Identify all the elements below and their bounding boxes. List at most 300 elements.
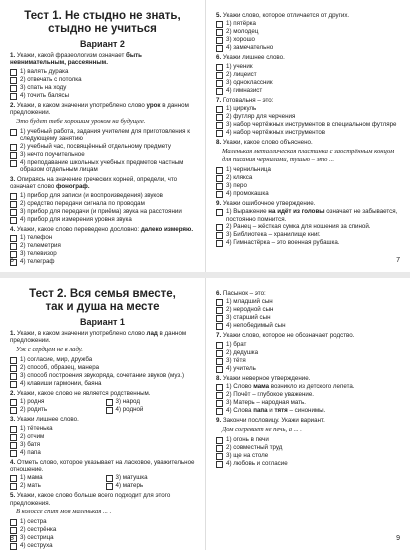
question-text: Закончи пословицу. Укажи вариант. <box>222 417 325 425</box>
option-label: 1) огонь в печи <box>226 435 269 443</box>
checkbox[interactable] <box>216 366 223 373</box>
answer-option[interactable] <box>216 322 400 330</box>
question-number: 2. <box>10 389 16 397</box>
option-label: 2) телеметрия <box>20 242 61 250</box>
question-3 <box>10 416 195 423</box>
checkbox[interactable] <box>216 437 223 444</box>
question-7 <box>216 332 400 339</box>
option-label: 1) брат <box>226 340 247 348</box>
checkbox[interactable] <box>10 209 17 216</box>
answer-option[interactable] <box>10 216 195 224</box>
option-label-start: 4) Слова <box>226 407 254 415</box>
answer-option[interactable] <box>10 406 100 414</box>
page-number: 8 <box>10 535 14 542</box>
option-label: 2) неродной сын <box>226 306 274 314</box>
checkbox[interactable] <box>216 445 223 452</box>
option-label: 4) непобедимый сын <box>226 322 286 330</box>
option-label: 1) младший сын <box>226 298 273 306</box>
answer-option[interactable] <box>10 250 195 258</box>
checkbox[interactable] <box>216 392 223 399</box>
answer-option[interactable] <box>10 482 100 490</box>
example-sentence: Уж с сердцем не в ладу. <box>16 345 83 353</box>
checkbox[interactable] <box>216 384 223 391</box>
checkbox[interactable] <box>10 235 17 242</box>
variant-label: Вариант 2 <box>80 39 125 49</box>
answer-options <box>10 68 195 100</box>
checkbox[interactable] <box>10 399 17 406</box>
answer-options <box>216 298 400 330</box>
option-label: 4) телеграф <box>20 258 55 266</box>
option-label: 1) телефон <box>20 234 53 242</box>
checkbox[interactable] <box>216 315 223 322</box>
answer-option[interactable] <box>10 474 100 482</box>
answer-option[interactable] <box>216 399 400 407</box>
option-label: 4) родной <box>115 406 144 414</box>
checkbox[interactable] <box>10 381 17 388</box>
checkbox[interactable] <box>10 144 17 151</box>
checkbox[interactable] <box>216 358 223 365</box>
answer-option[interactable] <box>10 380 195 388</box>
checkbox[interactable] <box>216 114 223 121</box>
checkbox[interactable] <box>216 400 223 407</box>
answer-option[interactable] <box>216 190 400 198</box>
checkbox[interactable] <box>10 152 17 159</box>
option-label: 3) телевизор <box>20 250 57 258</box>
checkbox[interactable] <box>10 77 17 84</box>
answer-option[interactable] <box>216 71 400 79</box>
checkbox[interactable] <box>216 191 223 198</box>
answer-option[interactable] <box>216 166 400 174</box>
option-label: 1) пятёрка <box>226 20 256 28</box>
question-6 <box>216 290 400 297</box>
question-bold: лад <box>146 330 158 337</box>
answer-option[interactable] <box>216 182 400 190</box>
answer-options <box>10 128 195 174</box>
checkbox[interactable] <box>216 175 223 182</box>
answer-options <box>216 105 400 137</box>
checkbox[interactable] <box>216 80 223 87</box>
checkbox[interactable] <box>216 183 223 190</box>
option-label: 1) ученик <box>226 62 253 70</box>
answer-options <box>10 356 195 388</box>
answer-option[interactable] <box>216 407 400 415</box>
question-2 <box>10 390 195 397</box>
question-text: Укажи ошибочное утверждение. <box>222 199 316 207</box>
answer-option[interactable] <box>10 449 195 457</box>
option-label: 2) дедушка <box>226 348 259 356</box>
answer-option[interactable] <box>216 341 400 349</box>
answer-option[interactable] <box>10 143 195 151</box>
checkbox[interactable] <box>216 45 223 52</box>
answer-option[interactable] <box>216 113 400 121</box>
checkbox[interactable] <box>10 129 17 136</box>
question-5 <box>216 12 400 19</box>
answer-option[interactable] <box>216 239 400 247</box>
answer-option[interactable] <box>10 151 195 159</box>
page-9 <box>205 278 410 550</box>
page-6 <box>0 0 205 272</box>
option-label: 1) валять дурака <box>20 67 69 75</box>
option-label: 4) преподавание школьных учебных предметов частным образом отдельным лицам <box>20 158 184 174</box>
checkbox[interactable] <box>106 399 113 406</box>
question-text: Укажи, какое слово больше всего подходит для этого предложения. <box>10 492 171 507</box>
answer-option[interactable] <box>216 44 400 52</box>
answer-option[interactable] <box>106 482 196 490</box>
answer-option[interactable] <box>10 242 195 250</box>
question-number: 3. <box>10 176 16 183</box>
answer-option[interactable] <box>106 398 196 406</box>
option-label: 4) клавиши гармонии, баяна <box>20 379 102 387</box>
checkbox[interactable] <box>10 373 17 380</box>
checkbox[interactable] <box>216 130 223 137</box>
checkbox[interactable] <box>10 475 17 482</box>
answer-option[interactable] <box>216 208 400 223</box>
question-number: 9. <box>216 199 222 207</box>
question-number: 2. <box>10 101 16 109</box>
answer-options <box>216 166 400 198</box>
answer-option[interactable] <box>10 128 195 143</box>
option-label: 3) спать на ходу <box>20 83 67 91</box>
question-text: Укажи лишнее слово. <box>16 416 79 424</box>
answer-options <box>10 474 195 490</box>
option-label: 4) гимназист <box>226 86 263 94</box>
checkbox[interactable] <box>106 407 113 414</box>
answer-options <box>10 192 195 224</box>
checkbox[interactable] <box>216 167 223 174</box>
question-text: Укажи слово, которое отличается от других. <box>222 12 350 19</box>
answer-option[interactable] <box>10 433 195 441</box>
question-1 <box>10 330 195 345</box>
answer-option[interactable] <box>216 383 400 391</box>
option-label: 3) старший сын <box>226 314 271 322</box>
answer-option[interactable] <box>10 76 195 84</box>
option-label: 1) чернильница <box>226 165 271 173</box>
answer-option[interactable] <box>10 398 100 406</box>
checkbox[interactable] <box>216 21 223 28</box>
answer-option[interactable] <box>10 234 195 242</box>
checkbox[interactable] <box>10 193 17 200</box>
checkbox[interactable] <box>216 299 223 306</box>
checkbox[interactable] <box>10 69 17 76</box>
option-label: 2) клякса <box>226 173 253 181</box>
option-label-mid: и <box>267 407 275 415</box>
checkbox[interactable] <box>216 323 223 330</box>
option-label: 3) перо <box>226 181 247 189</box>
option-label: 3) нечто поучительное <box>20 150 85 158</box>
answer-option[interactable] <box>10 364 195 372</box>
option-label-end: означает не забывается, постоянно помнится. <box>226 208 398 223</box>
checkbox[interactable] <box>216 122 223 129</box>
page-number: 6 <box>10 257 14 264</box>
checkbox[interactable] <box>10 527 17 534</box>
option-label: 4) замечательно <box>226 44 274 52</box>
question-text: Готовальня – это: <box>222 96 274 104</box>
answer-option[interactable] <box>216 20 400 28</box>
answer-options <box>216 63 400 95</box>
option-label: 2) молодец <box>226 28 259 36</box>
answer-option[interactable] <box>216 444 400 452</box>
answer-option[interactable] <box>10 68 195 76</box>
answer-option[interactable] <box>216 105 400 113</box>
checkbox[interactable] <box>106 483 113 490</box>
checkbox[interactable] <box>10 357 17 364</box>
answer-option[interactable] <box>216 121 400 129</box>
checkbox[interactable] <box>216 350 223 357</box>
question-number: 4. <box>10 458 16 466</box>
answer-option[interactable] <box>10 192 195 200</box>
option-label: 2) средство передачи сигнала по проводам <box>20 199 145 207</box>
answer-option[interactable] <box>216 223 400 231</box>
option-label-end: – синонимы. <box>287 407 326 415</box>
option-label: 2) Почёт – глубокое уважение. <box>226 391 314 399</box>
option-bold: мама <box>253 383 270 391</box>
question-bold: далеко измеряю. <box>140 225 194 233</box>
checkbox[interactable] <box>216 453 223 460</box>
question-2 <box>10 102 195 117</box>
test-title <box>10 288 195 314</box>
checkbox[interactable] <box>10 93 17 100</box>
title-line-1: Тест 2. Вся семья вместе, <box>29 288 176 300</box>
answer-option[interactable] <box>216 314 400 322</box>
option-label: 4) набор чертёжных инструментов <box>226 129 326 137</box>
answer-option[interactable] <box>10 92 195 100</box>
question-5 <box>10 492 195 507</box>
checkbox[interactable] <box>216 240 223 247</box>
option-label-start: 1) Слово <box>226 383 254 391</box>
checkbox[interactable] <box>216 408 223 415</box>
option-label <box>226 407 325 415</box>
question-8 <box>216 139 400 146</box>
option-label: 3) тётя <box>226 356 246 364</box>
question-text: Укажи неверное утверждение. <box>222 374 311 382</box>
question-text: Укажи, какой фразеологизм означает <box>16 52 126 59</box>
checkbox[interactable] <box>10 450 17 457</box>
option-label: 3) сестрица <box>20 534 54 542</box>
question-8 <box>216 375 400 382</box>
option-label: 3) прибор для передачи (и приёма) звука на расстоянии <box>20 207 182 215</box>
question-bold: фонограф. <box>55 183 90 191</box>
option-label: 4) папа <box>20 448 41 456</box>
question-number: 1. <box>10 330 16 337</box>
option-label: 3) одноклассник <box>226 78 273 86</box>
answer-option[interactable] <box>216 306 400 314</box>
checkbox[interactable] <box>216 29 223 36</box>
answer-option[interactable] <box>216 63 400 71</box>
option-label: 3) народ <box>115 398 140 406</box>
option-label: 2) отвечать с потолка <box>20 75 82 83</box>
answer-option[interactable] <box>216 298 400 306</box>
checkbox[interactable] <box>106 475 113 482</box>
checkbox[interactable] <box>216 342 223 349</box>
example-sentence: В колоссе спит моя маленькая ... . <box>16 508 112 516</box>
checkbox[interactable] <box>10 243 17 250</box>
question-text: Укажи, какое слово объяснено. <box>222 139 313 147</box>
option-label: 1) тётенька <box>20 424 53 432</box>
question-text: Укажи, какое слово переведено дословно: <box>16 225 141 233</box>
option-bold: тятя <box>274 407 288 415</box>
option-label: 1) циркуль <box>226 105 257 113</box>
checkbox[interactable] <box>216 461 223 468</box>
option-label: 2) Ранец – жёсткая сумка для ношения за спиной. <box>226 223 371 231</box>
answer-option[interactable] <box>216 174 400 182</box>
checkbox[interactable] <box>10 519 17 526</box>
option-label: 3) ще на столе <box>226 451 269 459</box>
option-label: 1) мама <box>20 474 43 482</box>
option-label: 2) родить <box>20 406 48 414</box>
question-text-end: в данном предложении. <box>10 330 187 345</box>
option-label: 4) учитель <box>226 364 256 372</box>
answer-option[interactable] <box>10 526 195 534</box>
question-number: 4. <box>10 225 16 233</box>
answer-option[interactable] <box>10 534 195 542</box>
checkbox[interactable] <box>216 106 223 113</box>
answer-option[interactable] <box>10 518 195 526</box>
checkbox[interactable] <box>216 224 223 231</box>
option-label: 1) сестра <box>20 518 47 526</box>
question-number: 6. <box>216 54 222 62</box>
question-6 <box>216 54 400 61</box>
option-label: 3) Библиотека – хранилище книг. <box>226 231 321 239</box>
answer-option[interactable] <box>216 391 400 399</box>
option-label: 2) футляр для черчения <box>226 113 296 121</box>
option-label: 4) промокашка <box>226 189 269 197</box>
bottom-spread <box>0 278 410 550</box>
checkbox[interactable] <box>216 232 223 239</box>
checkbox[interactable] <box>10 434 17 441</box>
question-4 <box>10 226 195 233</box>
checkbox[interactable] <box>216 37 223 44</box>
checkbox[interactable] <box>10 543 17 550</box>
answer-option[interactable] <box>106 474 196 482</box>
option-label: 2) учебный час, посвящённый отдельному предмету <box>20 142 171 150</box>
checkbox[interactable] <box>10 160 17 167</box>
option-label: 4) матерь <box>115 482 144 490</box>
answer-options <box>216 436 400 468</box>
question-text-end: в данном предложении. <box>10 101 189 117</box>
answer-option[interactable] <box>216 460 400 468</box>
answer-option[interactable] <box>216 129 400 137</box>
answer-options <box>10 398 195 414</box>
answer-options <box>216 208 400 247</box>
option-label: 2) способ, образец, манера <box>20 363 100 371</box>
title-line-2: стыдно не учиться <box>48 23 157 35</box>
question-7 <box>216 97 400 104</box>
option-label: 3) способ построения звукоряда, сочетание звуков (муз.) <box>20 371 185 379</box>
answer-option[interactable] <box>10 258 195 266</box>
option-label: 1) прибор для записи (и воспроизведения) звуков <box>20 191 163 199</box>
checkbox[interactable] <box>216 72 223 79</box>
checkbox[interactable] <box>216 64 223 71</box>
option-label: 2) совместный труд <box>226 443 283 451</box>
answer-option[interactable] <box>10 356 195 364</box>
checkbox[interactable] <box>10 85 17 92</box>
answer-option[interactable] <box>10 372 195 380</box>
answer-option[interactable] <box>10 208 195 216</box>
option-bold: на идёт из головы <box>268 208 325 216</box>
checkbox[interactable] <box>10 426 17 433</box>
option-label: 4) сеструха <box>20 542 53 550</box>
question-number: 1. <box>10 52 16 59</box>
answer-option[interactable] <box>216 349 400 357</box>
checkbox[interactable] <box>10 201 17 208</box>
page-number: 7 <box>396 257 400 264</box>
example-sentence: Маленькая металлическая пластинка с заострённым концом для писания чернилами, тушью – это ... <box>222 147 395 163</box>
answer-option[interactable] <box>216 79 400 87</box>
option-label: 3) матушка <box>115 474 148 482</box>
answer-option[interactable] <box>106 406 196 414</box>
question-text: Опираясь на значение греческих корней, определи, что означает слово <box>10 176 178 191</box>
option-label: 4) Гимнастёрка – это военная рубашка. <box>226 239 340 247</box>
answer-options <box>10 234 195 266</box>
checkbox[interactable] <box>10 365 17 372</box>
option-bold: папа <box>253 407 268 415</box>
question-number: 7. <box>216 96 222 104</box>
question-text: Отметь слово, которое указывает на ласковое, уважительное отношение. <box>10 458 195 474</box>
question-text: Укажи, какое слово не является родственным. <box>16 389 151 397</box>
answer-options <box>10 518 195 550</box>
answer-option[interactable] <box>10 200 195 208</box>
question-number: 5. <box>10 492 16 500</box>
page-number: 9 <box>396 535 400 542</box>
answer-option[interactable] <box>216 436 400 444</box>
question-1 <box>10 52 195 67</box>
answer-option[interactable] <box>10 542 195 550</box>
question-bold: урок <box>146 101 161 109</box>
answer-option[interactable] <box>216 87 400 95</box>
checkbox[interactable] <box>10 442 17 449</box>
checkbox[interactable] <box>216 88 223 95</box>
answer-option[interactable] <box>10 159 195 174</box>
option-label: 3) батя <box>20 440 41 448</box>
option-label: 3) набор чертёжных инструментов в специальном футляре <box>226 121 397 129</box>
option-label: 1) учебный работа, задания учителем для приготовления к следующему занятию <box>20 127 190 143</box>
checkbox[interactable] <box>216 307 223 314</box>
option-label: 4) точить балясы <box>20 91 70 99</box>
answer-option[interactable] <box>216 365 400 373</box>
question-4 <box>10 459 195 474</box>
question-number: 9. <box>216 417 222 425</box>
question-text: Укажи, в каком значении употреблено слово <box>16 101 147 109</box>
answer-option[interactable] <box>216 28 400 36</box>
variant-label: Вариант 1 <box>80 317 125 327</box>
option-label: 1) родня <box>20 398 45 406</box>
answer-option[interactable] <box>216 357 400 365</box>
example-sentence: Дом согревает не печь, а ... . <box>222 425 302 433</box>
answer-option[interactable] <box>10 441 195 449</box>
checkbox[interactable] <box>10 217 17 224</box>
answer-option[interactable] <box>216 231 400 239</box>
answer-option[interactable] <box>10 84 195 92</box>
checkbox[interactable] <box>10 407 17 414</box>
answer-option[interactable] <box>216 36 400 44</box>
title-line-1: Тест 1. Не стыдно не знать, <box>24 10 181 22</box>
checkbox[interactable] <box>216 209 223 216</box>
option-label: 2) сестрёнка <box>20 526 57 534</box>
title-line-2: так и душа на месте <box>45 301 160 313</box>
option-label: 3) Матерь – народная мать. <box>226 399 306 407</box>
answer-option[interactable] <box>10 425 195 433</box>
answer-option[interactable] <box>216 452 400 460</box>
answer-options <box>216 20 400 52</box>
option-label: 4) прибор для измерения уровня звука <box>20 215 132 223</box>
page-8 <box>0 278 205 550</box>
example-sentence: Это будет тебе хорошим уроком на будущее. <box>16 117 146 125</box>
option-label: 1) согласие, мир, дружба <box>20 355 93 363</box>
top-spread <box>0 0 410 273</box>
option-label-end: возникло из детского лепета. <box>269 383 355 391</box>
checkbox[interactable] <box>10 483 17 490</box>
option-label: 2) лицеист <box>226 70 257 78</box>
